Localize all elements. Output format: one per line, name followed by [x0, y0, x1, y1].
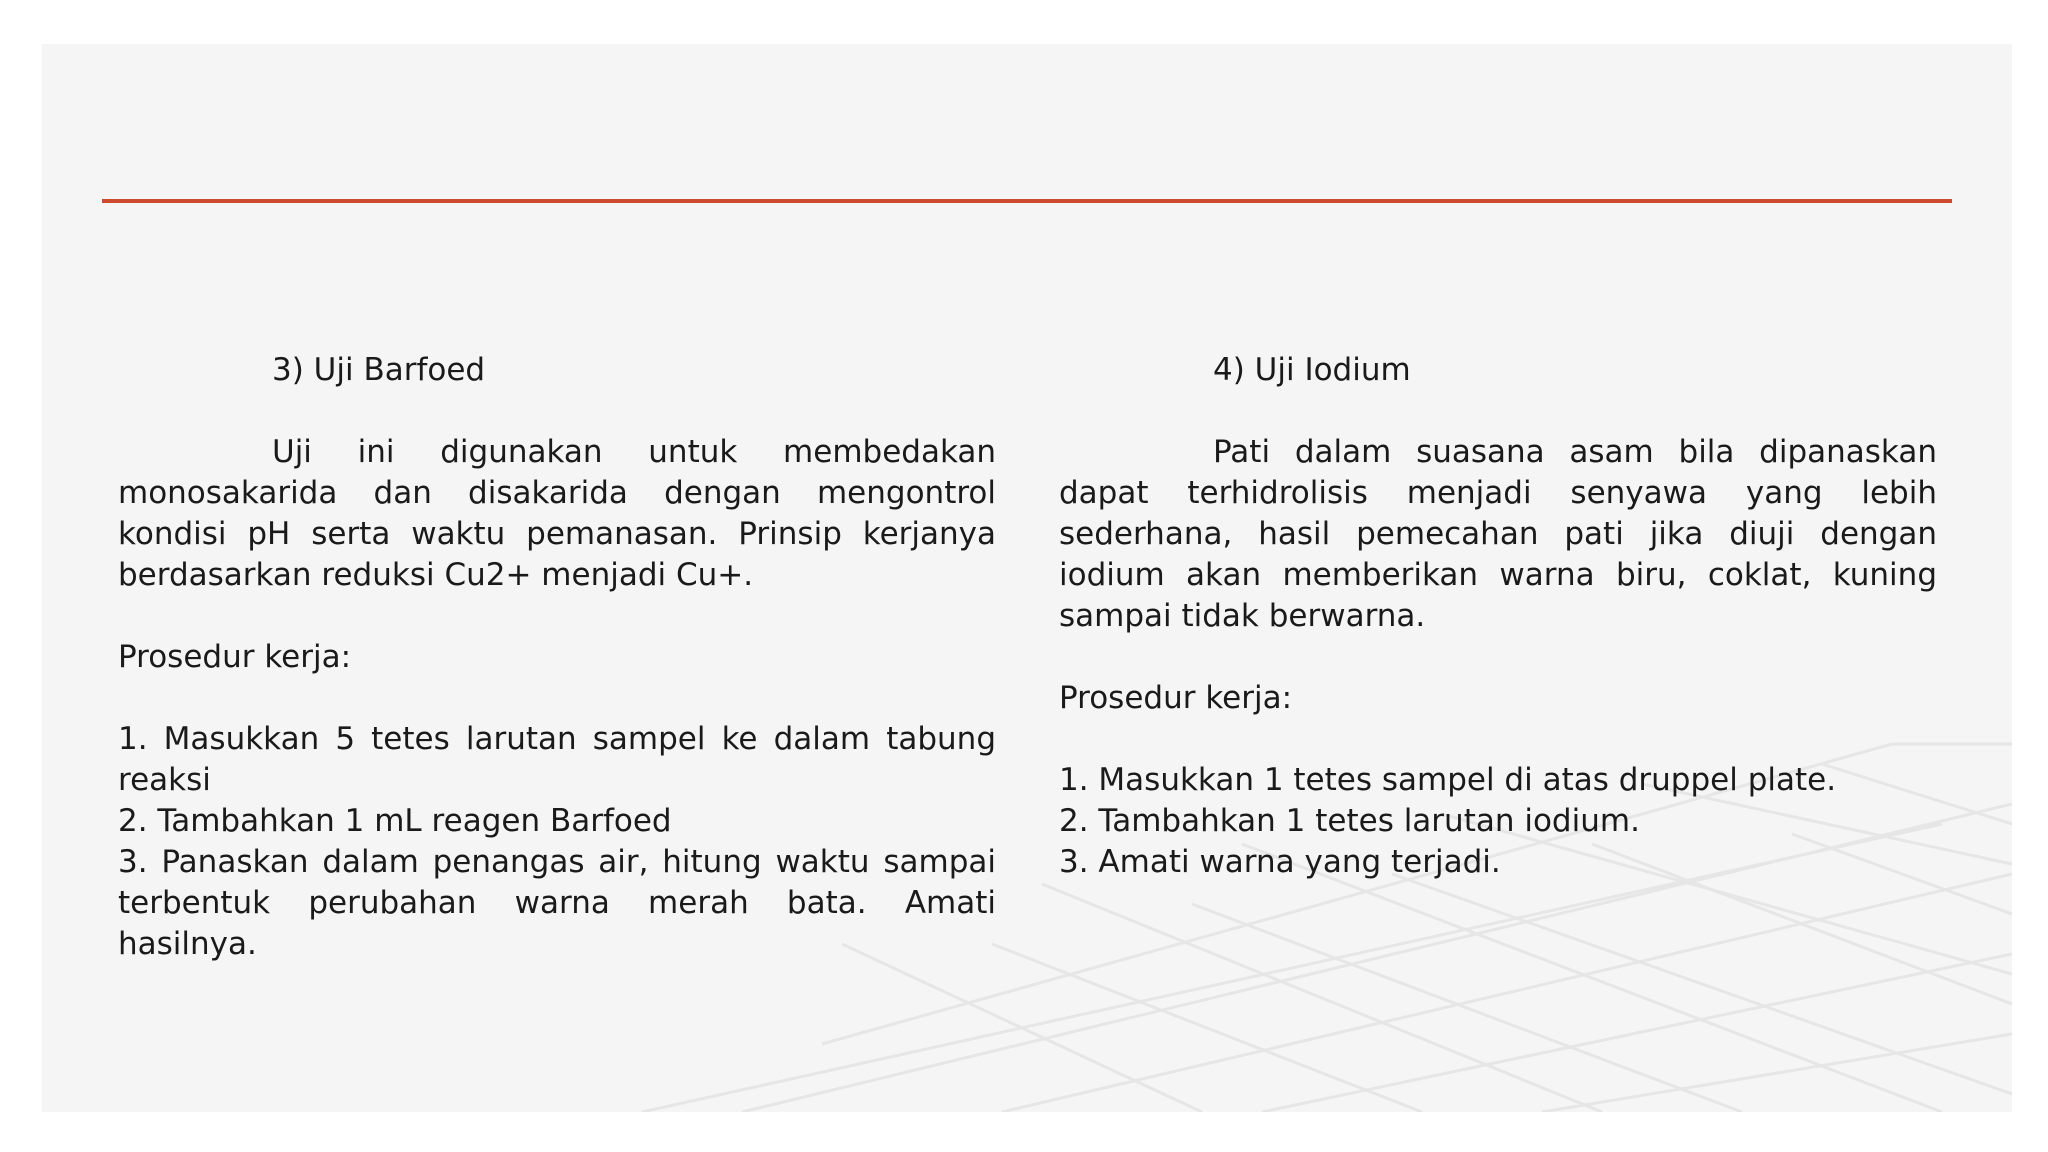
slide: [42, 44, 2012, 1112]
procedure-steps-iodium: [1059, 760, 1937, 883]
description-iodium: Pati dalam suasana asam bila dipanaskan dapat terhidrolisis menjadi senyawa yang lebih sederhana, hasil pemecahan pati jika diuji dengan iodium akan memberikan warna biru, coklat, kuning sampai tidak berwarna.: [1059, 434, 1937, 634]
section-heading-iodium: 4) Uji Iodium: [1213, 352, 1411, 388]
procedure-title-iodium: Prosedur kerja:: [1059, 680, 1293, 716]
right-column-iodium: [1059, 350, 1937, 883]
procedure-step: 3. Panaskan dalam penangas air, hitung waktu sampai terbentuk perubahan warna merah bata. Amati hasilnya.: [118, 844, 996, 962]
left-column-barfoed: [118, 350, 996, 965]
description-barfoed: Uji ini digunakan untuk membedakan monosakarida dan disakarida dengan mengontrol kondisi pH serta waktu pemanasan. Prinsip kerjanya berdasarkan reduksi Cu2+ menjadi Cu+.: [118, 434, 996, 593]
procedure-steps-barfoed: [118, 719, 996, 965]
procedure-step: 1. Masukkan 1 tetes sampel di atas druppel plate.: [1059, 762, 1837, 798]
procedure-step: 2. Tambahkan 1 tetes larutan iodium.: [1059, 803, 1640, 839]
section-heading-barfoed: 3) Uji Barfoed: [272, 352, 486, 388]
procedure-title-barfoed: Prosedur kerja:: [118, 639, 352, 675]
title-accent-line: [102, 199, 1952, 203]
procedure-step: 3. Amati warna yang terjadi.: [1059, 844, 1501, 880]
procedure-step: 2. Tambahkan 1 mL reagen Barfoed: [118, 803, 672, 839]
procedure-step: 1. Masukkan 5 tetes larutan sampel ke dalam tabung reaksi: [118, 721, 996, 798]
